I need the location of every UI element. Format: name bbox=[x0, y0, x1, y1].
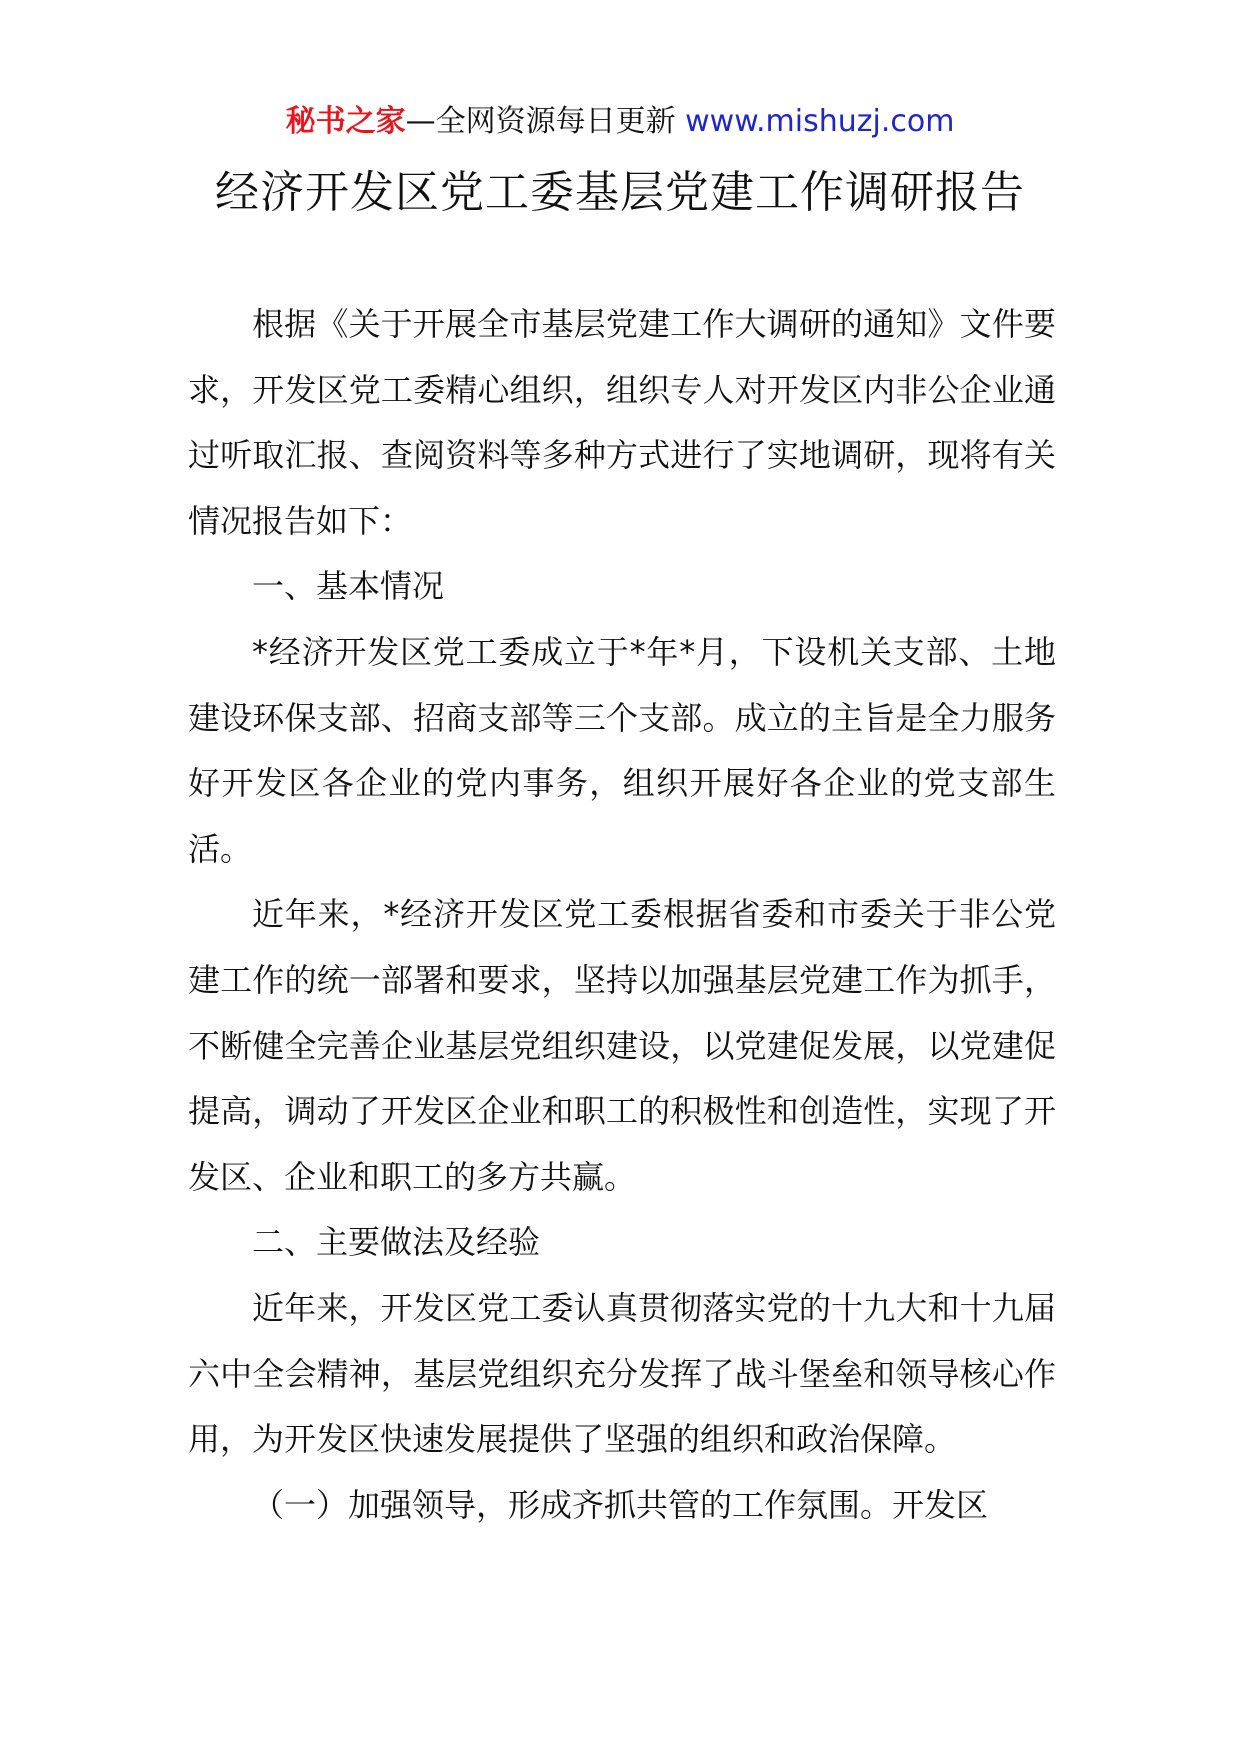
section-heading-basic-situation: 一、基本情况 bbox=[252, 567, 445, 606]
brand-name: 秘书之家 bbox=[285, 104, 406, 139]
paragraph-recent-years: 近年来，*经济开发区党工委根据省委和市委关于非公党建工作的统一部署和要求，坚持以加强基层党建工作为抓手，不断健全完善企业基层党组织建设，以党建促发展，以党建促提高，调动了开发区企业和职工的积极性和创造性，实现了开发区、企业和职工的多方共赢。 bbox=[188, 895, 1056, 1196]
paragraph-practices: 近年来，开发区党工委认真贯彻落实党的十九大和十九届六中全会精神，基层党组织充分发挥了战斗堡垒和领导核心作用，为开发区快速发展提供了坚强的组织和政治保障。 bbox=[188, 1288, 1056, 1459]
header-banner bbox=[0, 102, 1240, 142]
paragraph-basic-situation: *经济开发区党工委成立于*年*月，下设机关支部、土地建设环保支部、招商支部等三个支部。成立的主旨是全力服务好开发区各企业的党内事务，组织开展好各企业的党支部生活。 bbox=[188, 632, 1056, 868]
section-heading-practices: 二、主要做法及经验 bbox=[252, 1223, 541, 1262]
document-title: 经济开发区党工委基层党建工作调研报告 bbox=[215, 167, 1025, 218]
site-url-link[interactable]: www.mishuzj.com bbox=[685, 104, 955, 139]
document-body bbox=[188, 292, 1056, 1538]
header-tagline: —全网资源每日更新 bbox=[405, 104, 686, 139]
paragraph-intro: 根据《关于开展全市基层党建工作大调研的通知》文件要求，开发区党工委精心组织，组织专人对开发区内非公企业通过听取汇报、查阅资料等多种方式进行了实地调研，现将有关情况报告如下： bbox=[188, 305, 1056, 540]
paragraph-subsection-one: （一）加强领导，形成齐抓共管的工作氛围。开发区 bbox=[252, 1485, 989, 1524]
